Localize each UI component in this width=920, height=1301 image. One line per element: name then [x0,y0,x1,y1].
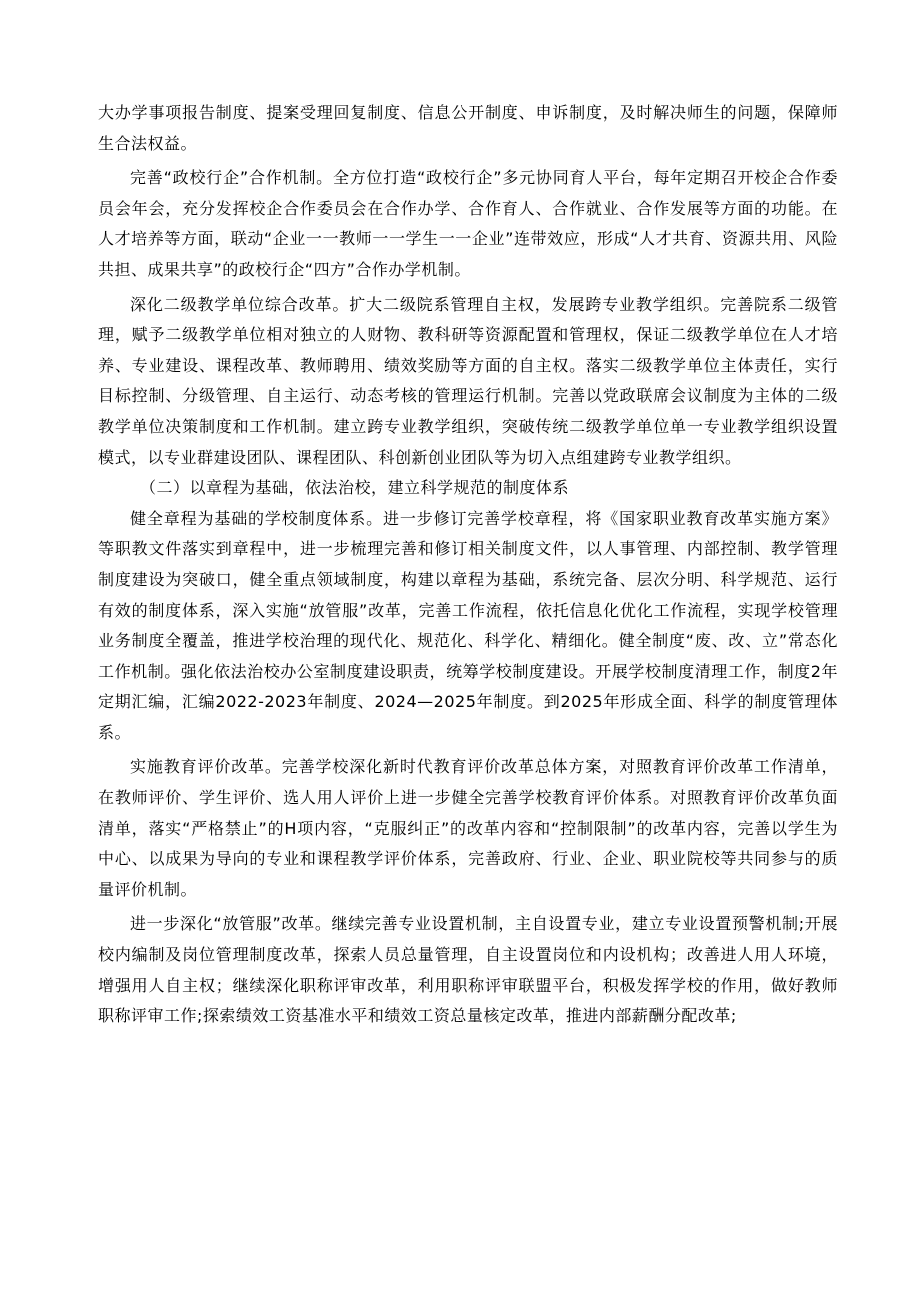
paragraph-charter-system: 健全章程为基础的学校制度体系。进一步修订完善学校章程，将《国家职业教育改革实施方案》等职教文件落实到章程中，进一步梳理完善和修订相关制度文件，以人事管理、内部控制、教学管理制度建设为突破口，健全重点领域制度，构建以章程为基础，系统完备、层次分明、科学规范、运行有效的制度体系，深入实施“放管服”改革，完善工作流程，依托信息化优化工作流程，实现学校管理业务制度全覆盖，推进学校治理的现代化、规范化、科学化、精细化。健全制度“废、改、立”常态化工作机制。强化依法治校办公室制度建设职责，统筹学校制度建设。开展学校制度清理工作，制度2年定期汇编，汇编2022-2023年制度、2024—2025年制度。到2025年形成全面、科学的制度管理体系。 [98,508,838,742]
document-body [98,98,838,1032]
paragraph-cooperation-mechanism: 完善“政校行企”合作机制。全方位打造“政校行企”多元协同育人平台，每年定期召开校企合作委员会年会，充分发挥校企合作委员会在合作办学、合作育人、合作就业、合作发展等方面的功能。在人才培养等方面，联动“企业一一教师一一学生一一企业”连带效应，形成“人才共育、资源共用、风险共担、成果共享”的政校行企“四方”合作办学机制。 [98,168,838,279]
paragraph-continued: 大办学事项报告制度、提案受理回复制度、信息公开制度、申诉制度，及时解决师生的问题，保障师生合法权益。 [98,103,838,153]
paragraph-service-reform: 进一步深化“放管服”改革。继续完善专业设置机制，主自设置专业，建立专业设置预警机制;开展校内编制及岗位管理制度改革，探索人员总量管理，自主设置岗位和内设机构；改善进人用人环境，增强用人自主权；继续深化职称评审改革，利用职称评审联盟平台，积极发挥学校的作用，做好教师职称评审工作;探索绩效工资基准水平和绩效工资总量核定改革，推进内部薪酬分配改革; [98,914,838,1026]
section-heading: （二）以章程为基础，依法治校，建立科学规范的制度体系 [140,478,570,498]
paragraph-evaluation-reform: 实施教育评价改革。完善学校深化新时代教育评价改革总体方案，对照教育评价改革工作清单，在教师评价、学生评价、选人用人评价上进一步健全完善学校教育评价体系。对照教育评价改革负面清单，落实“严格禁止”的H项内容，“克服纠正”的改革内容和“控制限制”的改革内容，完善以学生为中心、以成果为导向的专业和课程教学评价体系，完善政府、行业、企业、职业院校等共同参与的质量评价机制。 [98,757,838,899]
paragraph-secondary-unit-reform: 深化二级教学单位综合改革。扩大二级院系管理自主权，发展跨专业教学组织。完善院系二级管理，赋予二级教学单位相对独立的人财物、教科研等资源配置和管理权，保证二级教学单位在人才培养、专业建设、课程改革、教师聘用、绩效奖励等方面的自主权。落实二级教学单位主体责任，实行目标控制、分级管理、自主运行、动态考核的管理运行机制。完善以党政联席会议制度为主体的二级教学单位决策制度和工作机制。建立跨专业教学组织，突破传统二级教学单位单一专业教学组织设置模式，以专业群建设团队、课程团队、科创新创业团队等为切入点组建跨专业教学组织。 [98,294,838,467]
